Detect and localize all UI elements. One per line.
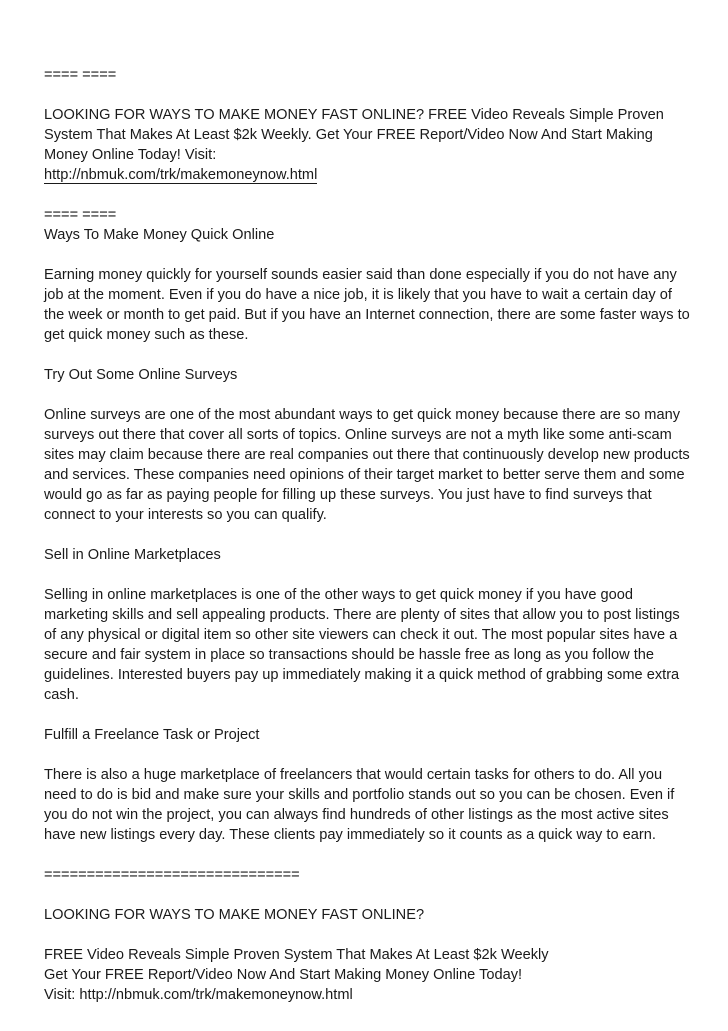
- section-heading-marketplaces: Sell in Online Marketplaces: [44, 547, 221, 563]
- section-body-surveys: Online surveys are one of the most abundant ways to get quick money because there are so many surveys out there that cover all sorts of topics. Online surveys are not a myth like some anti-scam sites may claim because there are real companies out there that continuously develop new products and services. These companies need opinions of their target market to better serve them and some would go as far as paying people for filling up these surveys. You just have to find surveys that connect to your interests so you can qualify.: [44, 407, 690, 523]
- document-page: [44, 65, 694, 1005]
- section-heading-surveys: Try Out Some Online Surveys: [44, 367, 238, 383]
- section-heading-freelance: Fulfill a Freelance Task or Project: [44, 727, 260, 743]
- footer-headline: LOOKING FOR WAYS TO MAKE MONEY FAST ONLINE?: [44, 907, 425, 923]
- article-title: Ways To Make Money Quick Online: [44, 227, 275, 243]
- intro-paragraph: [44, 105, 694, 185]
- intro-link[interactable]: http://nbmuk.com/trk/makemoneynow.html: [44, 167, 318, 183]
- section-body-freelance: There is also a huge marketplace of freelancers that would certain tasks for others to do. All you need to do is bid and make sure your skills and portfolio stands out so you can be chosen. Even if you do not win the project, you can always find hundreds of other listings as the most active sites have new listings every day. These clients pay immediately so it counts as a quick way to earn.: [44, 767, 675, 843]
- article-intro: Earning money quickly for yourself sounds easier said than done especially if you do not have any job at the moment. Even if you do have a nice job, it is likely that you have to wait a certain day of the week or month to get paid. But if you have an Internet connection, there are some faster ways to get quick money such as these.: [44, 267, 690, 343]
- footer-line-1: FREE Video Reveals Simple Proven System That Makes At Least $2k Weekly: [44, 947, 549, 963]
- separator-article: ==== ====: [44, 207, 117, 223]
- separator-top: ==== ====: [44, 67, 117, 83]
- footer-line-3: Visit: http://nbmuk.com/trk/makemoneynow.html: [44, 987, 353, 1003]
- section-body-marketplaces: Selling in online marketplaces is one of the other ways to get quick money if you have good marketing skills and sell appealing products. There are plenty of sites that allow you to post listings of any physical or digital item so other site viewers can check it out. The most popular sites have a secure and fair system in place so transactions should be hassle free as long as you follow the guidelines. Interested buyers pay up immediately making it a quick method of grabbing some extra cash.: [44, 587, 680, 703]
- intro-text: LOOKING FOR WAYS TO MAKE MONEY FAST ONLINE? FREE Video Reveals Simple Proven System That Makes At Least $2k Weekly. Get Your FREE Report/Video Now And Start Making Money Online Today! Visit:: [44, 107, 664, 163]
- separator-footer: ==============================: [44, 867, 300, 883]
- footer-line-2: Get Your FREE Report/Video Now And Start Making Money Online Today!: [44, 967, 523, 983]
